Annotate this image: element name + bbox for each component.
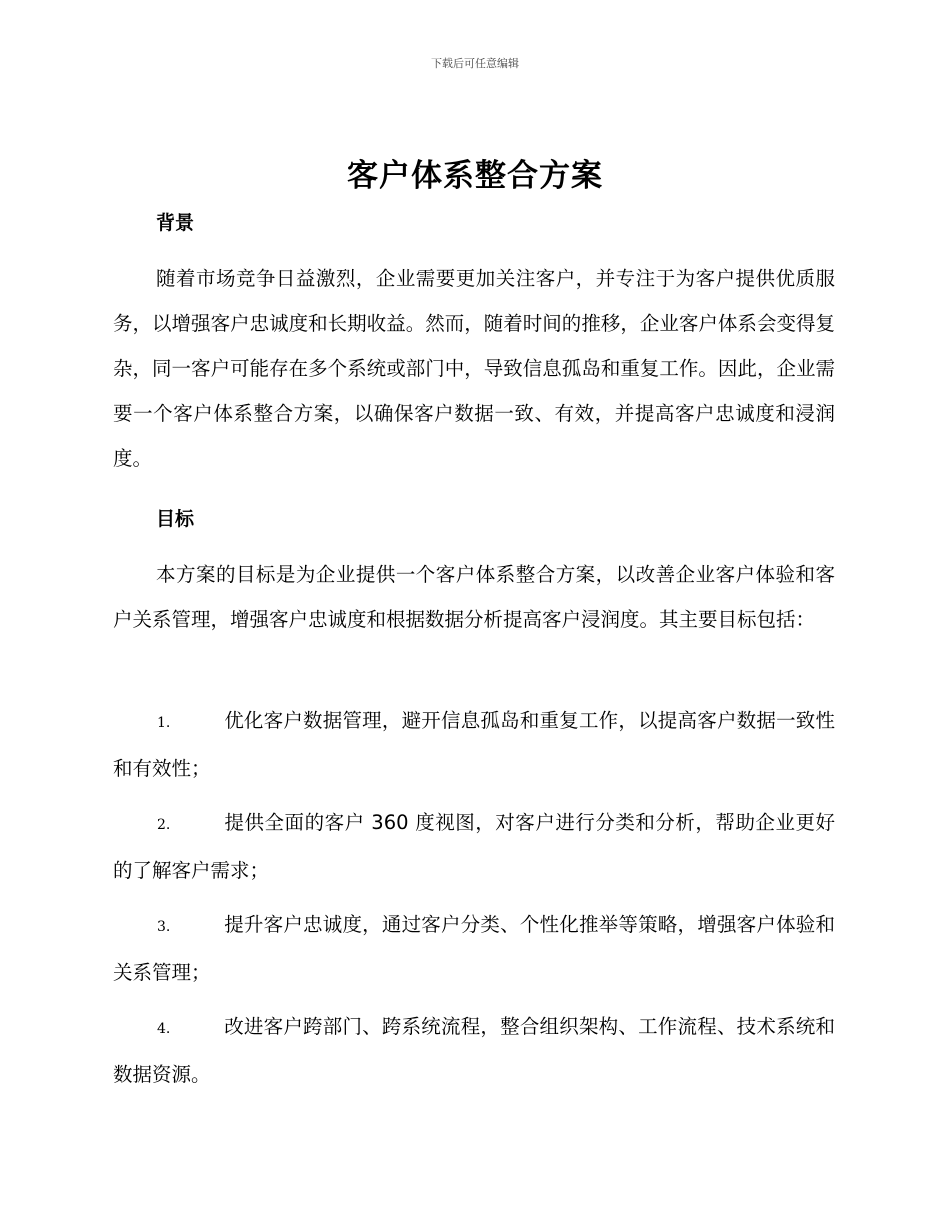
goals-paragraph: 本方案的目标是为企业提供一个客户体系整合方案，以改善企业客户体验和客户关系管理，增强客户忠诚度和根据数据分析提高客户浸润度。其主要目标包括： [113, 563, 835, 631]
page-header-note: 下载后可任意编辑 [431, 57, 519, 70]
list-item-text: 改进客户跨部门、跨系统流程，整合组织架构、工作流程、技术系统和数据资源。 [113, 1015, 835, 1086]
background-paragraph: 随着市场竞争日益激烈，企业需要更加关注客户，并专注于为客户提供优质服务，以增强客户忠诚度和长期收益。然而，随着时间的推移，企业客户体系会变得复杂，同一客户可能存在多个系统或部门中，导致信息孤岛和重复工作。因此，企业需要一个客户体系整合方案，以确保客户数据一致、有效，并提高客户忠诚度和浸润度。 [113, 267, 835, 470]
list-item [113, 1004, 835, 1097]
list-item-text: 提供全面的客户 360 度视图，对客户进行分类和分析，帮助企业更好的了解客户需求； [113, 811, 835, 882]
list-item [113, 698, 835, 791]
document-title: 客户体系整合方案 [347, 158, 603, 194]
list-item [113, 800, 835, 893]
list-item-number: 3. [157, 919, 171, 935]
section-heading-background: 背景 [156, 212, 195, 234]
list-item-number: 1. [157, 715, 171, 731]
list-item-number: 4. [157, 1021, 171, 1037]
list-item-text: 优化客户数据管理，避开信息孤岛和重复工作，以提高客户数据一致性和有效性； [113, 709, 835, 780]
list-item-text: 提升客户忠诚度，通过客户分类、个性化推举等策略，增强客户体验和关系管理； [113, 913, 835, 984]
list-item [113, 902, 835, 995]
section-heading-goals: 目标 [156, 508, 195, 530]
list-item-number: 2. [157, 817, 171, 833]
